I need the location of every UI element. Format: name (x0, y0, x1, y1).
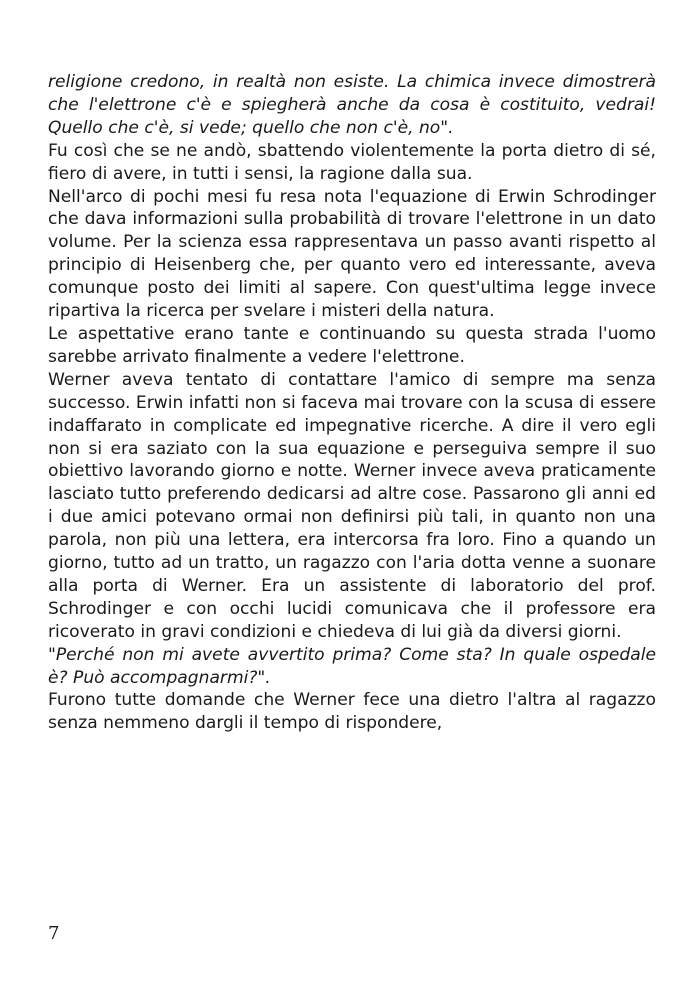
paragraph-1: religione credono, in realtà non esiste. La chimica invece dimostrerà che l'elettrone c'è e spiegherà anche da cosa è costituito, vedrai! Quello che c'è, si vede; quello che non c'è, no". (48, 72, 656, 138)
page-number: 7 (48, 923, 60, 944)
paragraph-2: Fu così che se ne andò, sbattendo violentemente la porta dietro di sé, fiero di avere, in tutti i sensi, la ragione dalla sua. (48, 140, 656, 184)
page-body (48, 71, 656, 735)
paragraph-4: Le aspettative erano tante e continuando su questa strada l'uomo sarebbe arrivato finalmente a vedere l'elettrone. (48, 323, 656, 367)
paragraph-5: Werner aveva tentato di contattare l'amico di sempre ma senza successo. Erwin infatti non si faceva mai trovare con la scusa di essere indaffarato in complicate ed impegnative ricerche. A dire il vero egli non si era saziato con la sua equazione e perseguiva sempre il suo obiettivo lavorando giorno e notte. Werner invece aveva praticamente lasciato tutto preferendo dedicarsi ad altre cose. Passarono gli anni ed i due amici potevano ormai non definirsi più tali, in quanto non una parola, non più una lettera, era intercorsa fra loro. Fino a quando un giorno, tutto ad un tratto, un ragazzo con l'aria dotta venne a suonare alla porta di Werner. Era un assistente di laboratorio del prof. Schrodinger e con occhi lucidi comunicava che il professore era ricoverato in gravi condizioni e chiedeva di lui già da diversi giorni. (48, 369, 656, 642)
paragraph-6: "Perché non mi avete avvertito prima? Come sta? In quale ospedale è? Può accompagnarmi?". (48, 644, 656, 688)
paragraph-7: Furono tutte domande che Werner fece una dietro l'altra al ragazzo senza nemmeno dargli il tempo di rispondere, (48, 690, 656, 734)
paragraph-3: Nell'arco di pochi mesi fu resa nota l'equazione di Erwin Schrodinger che dava informazioni sulla probabilità di trovare l'elettrone in un dato volume. Per la scienza essa rappresentava un passo avanti rispetto al principio di Heisenberg che, per quanto vero ed interessante, aveva comunque posto dei limiti al sapere. Con quest'ultima legge invece ripartiva la ricerca per svelare i misteri della natura. (48, 186, 656, 322)
